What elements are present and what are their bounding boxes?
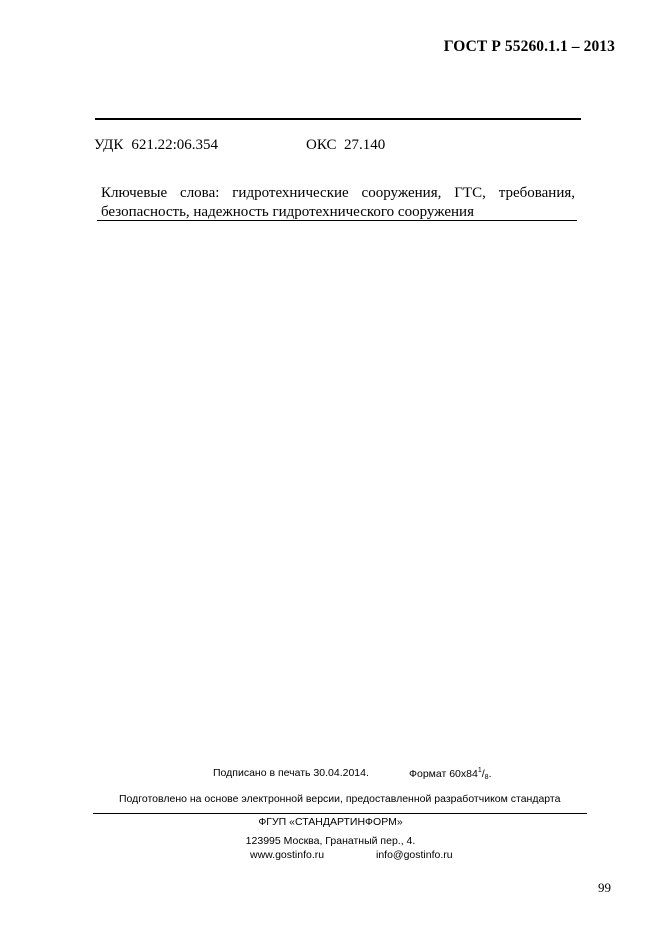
keywords-divider: [97, 220, 577, 221]
publisher-email-link[interactable]: info@gostinfo.ru: [376, 849, 453, 861]
udk-classification: [94, 137, 218, 154]
oks-label: ОКС: [306, 137, 337, 153]
publisher-name: ФГУП «СТАНДАРТИНФОРМ»: [258, 816, 403, 828]
udk-label: УДК: [94, 137, 124, 153]
format-prefix: Формат 60x84: [409, 768, 478, 780]
udk-value: 621.22:06.354: [131, 137, 219, 153]
prepared-note: Подготовлено на основе электронной версии, предоставленной разработчиком стандарта: [119, 793, 561, 805]
header-divider: [95, 118, 581, 120]
oks-classification: [306, 137, 385, 154]
paper-format: Формат $60x84^1/_8$.: [409, 767, 492, 781]
keywords-line-2: безопасность, надежность гидротехнического сооружения: [101, 204, 474, 220]
page-number: 99: [598, 880, 611, 895]
publisher-website-link[interactable]: www.gostinfo.ru: [250, 849, 325, 861]
oks-value: 27.140: [343, 137, 386, 153]
imprint-divider: [93, 813, 587, 814]
format-numerator: 1: [477, 767, 482, 774]
format-denominator: 8: [484, 774, 489, 781]
publisher-address: 123995 Москва, Гранатный пер., 4.: [245, 835, 416, 847]
signed-for-print: Подписано в печать 30.04.2014.: [213, 767, 369, 779]
keywords-line-1: Ключевые слова: гидротехнические сооружения, ГТС, требования,: [101, 185, 575, 201]
keywords-block: [101, 184, 575, 222]
standard-code-header: ГОСТ Р 55260.1.1 – 2013: [443, 38, 615, 55]
format-suffix: .: [488, 768, 492, 780]
